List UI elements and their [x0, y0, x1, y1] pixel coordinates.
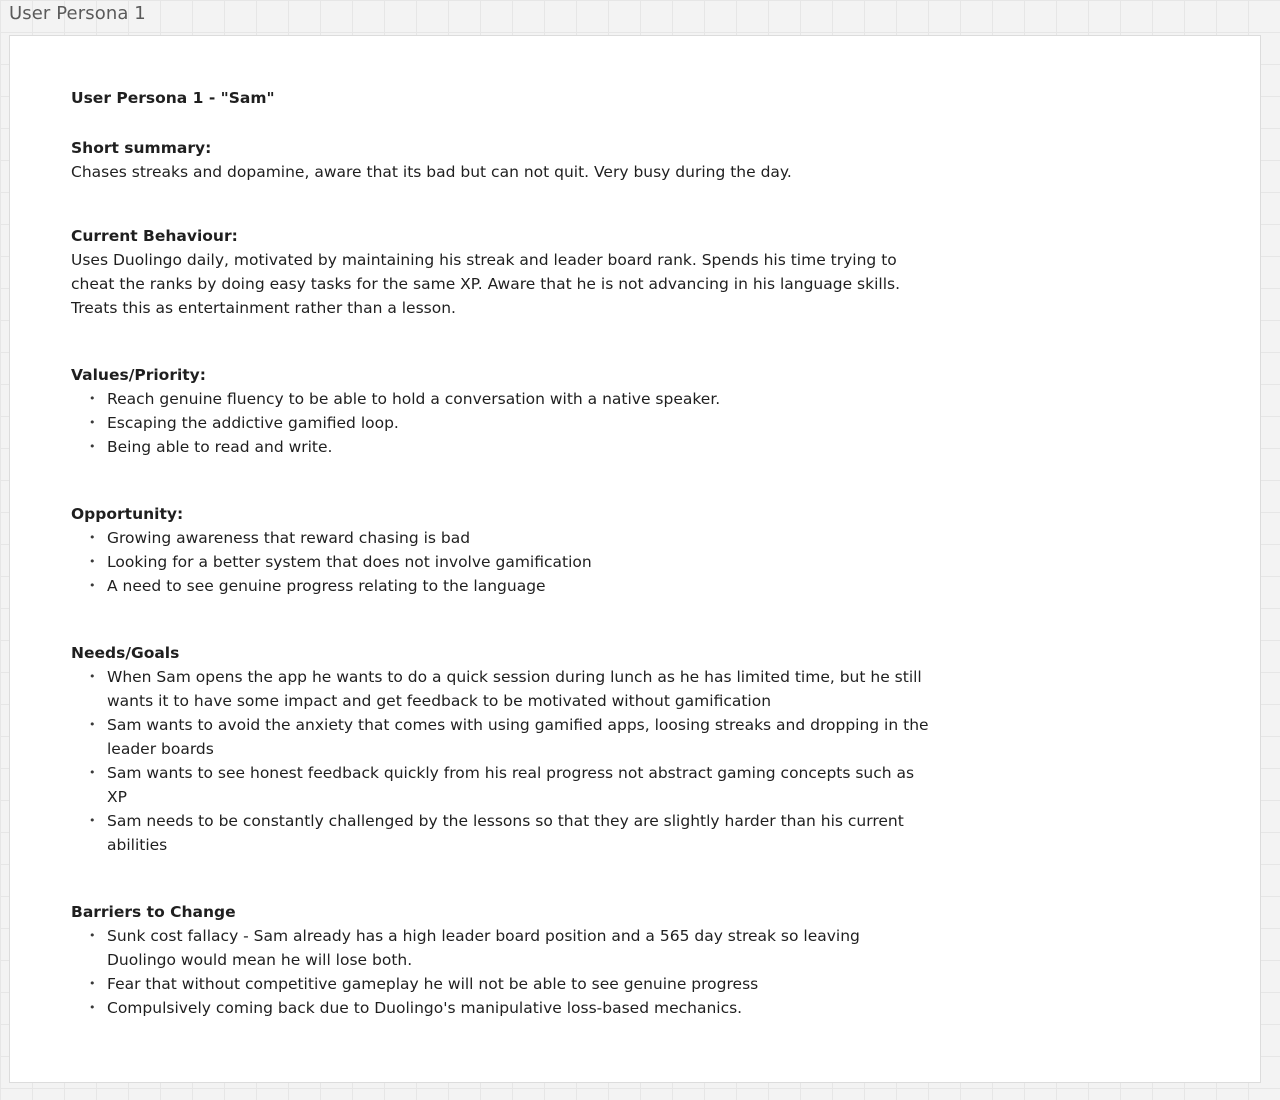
- list-item: • A need to see genuine progress relating to the language: [107, 574, 931, 598]
- list-item: • Growing awareness that reward chasing is bad: [107, 526, 931, 550]
- bullet-list: [71, 665, 931, 857]
- list-item: • Reach genuine fluency to be able to hold a conversation with a native speaker.: [107, 387, 931, 411]
- section-text: Chases streaks and dopamine, aware that its bad but can not quit. Very busy during the day.: [71, 163, 792, 181]
- list-item: • Compulsively coming back due to Duolingo's manipulative loss-based mechanics.: [107, 996, 931, 1020]
- list-item: • Being able to read and write.: [107, 435, 931, 459]
- section-short-summary: [71, 136, 931, 184]
- list-item: • Escaping the addictive gamified loop.: [107, 411, 931, 435]
- bullet-list: [71, 387, 931, 459]
- section-heading: Current Behaviour:: [71, 227, 238, 245]
- persona-frame[interactable]: [9, 35, 1261, 1083]
- list-item: • Fear that without competitive gameplay he will not be able to see genuine progress: [107, 972, 931, 996]
- list-item: • Sam needs to be constantly challenged by the lessons so that they are slightly harder than his current abilities: [107, 809, 931, 857]
- list-item: • Looking for a better system that does not involve gamification: [107, 550, 931, 574]
- persona-document[interactable]: [71, 86, 931, 1020]
- frame-title[interactable]: User Persona 1: [9, 3, 146, 24]
- section-needs-goals: [71, 641, 931, 857]
- section-barriers-to-change: [71, 900, 931, 1020]
- section-values-priority: [71, 363, 931, 459]
- section-heading: Barriers to Change: [71, 903, 236, 921]
- section-current-behaviour: [71, 224, 931, 320]
- list-item: • Sam wants to see honest feedback quickly from his real progress not abstract gaming concepts such as XP: [107, 761, 931, 809]
- bullet-list: [71, 924, 931, 1020]
- list-item: • When Sam opens the app he wants to do a quick session during lunch as he has limited time, but he still wants it to have some impact and get feedback to be motivated without gamification: [107, 665, 931, 713]
- persona-title: User Persona 1 - "Sam": [71, 89, 275, 107]
- section-heading: Values/Priority:: [71, 366, 206, 384]
- section-opportunity: [71, 502, 931, 598]
- list-item: • Sunk cost fallacy - Sam already has a high leader board position and a 565 day streak so leaving Duolingo would mean he will lose both.: [107, 924, 931, 972]
- section-heading: Needs/Goals: [71, 644, 180, 662]
- list-item: • Sam wants to avoid the anxiety that comes with using gamified apps, loosing streaks and dropping in the leader boards: [107, 713, 931, 761]
- bullet-list: [71, 526, 931, 598]
- section-text: Uses Duolingo daily, motivated by maintaining his streak and leader board rank. Spends his time trying to cheat the ranks by doing easy tasks for the same XP. Aware that he is not advancing in his language skills. Treats this as entertainment rather than a lesson.: [71, 251, 901, 317]
- section-heading: Short summary:: [71, 139, 212, 157]
- section-heading: Opportunity:: [71, 505, 184, 523]
